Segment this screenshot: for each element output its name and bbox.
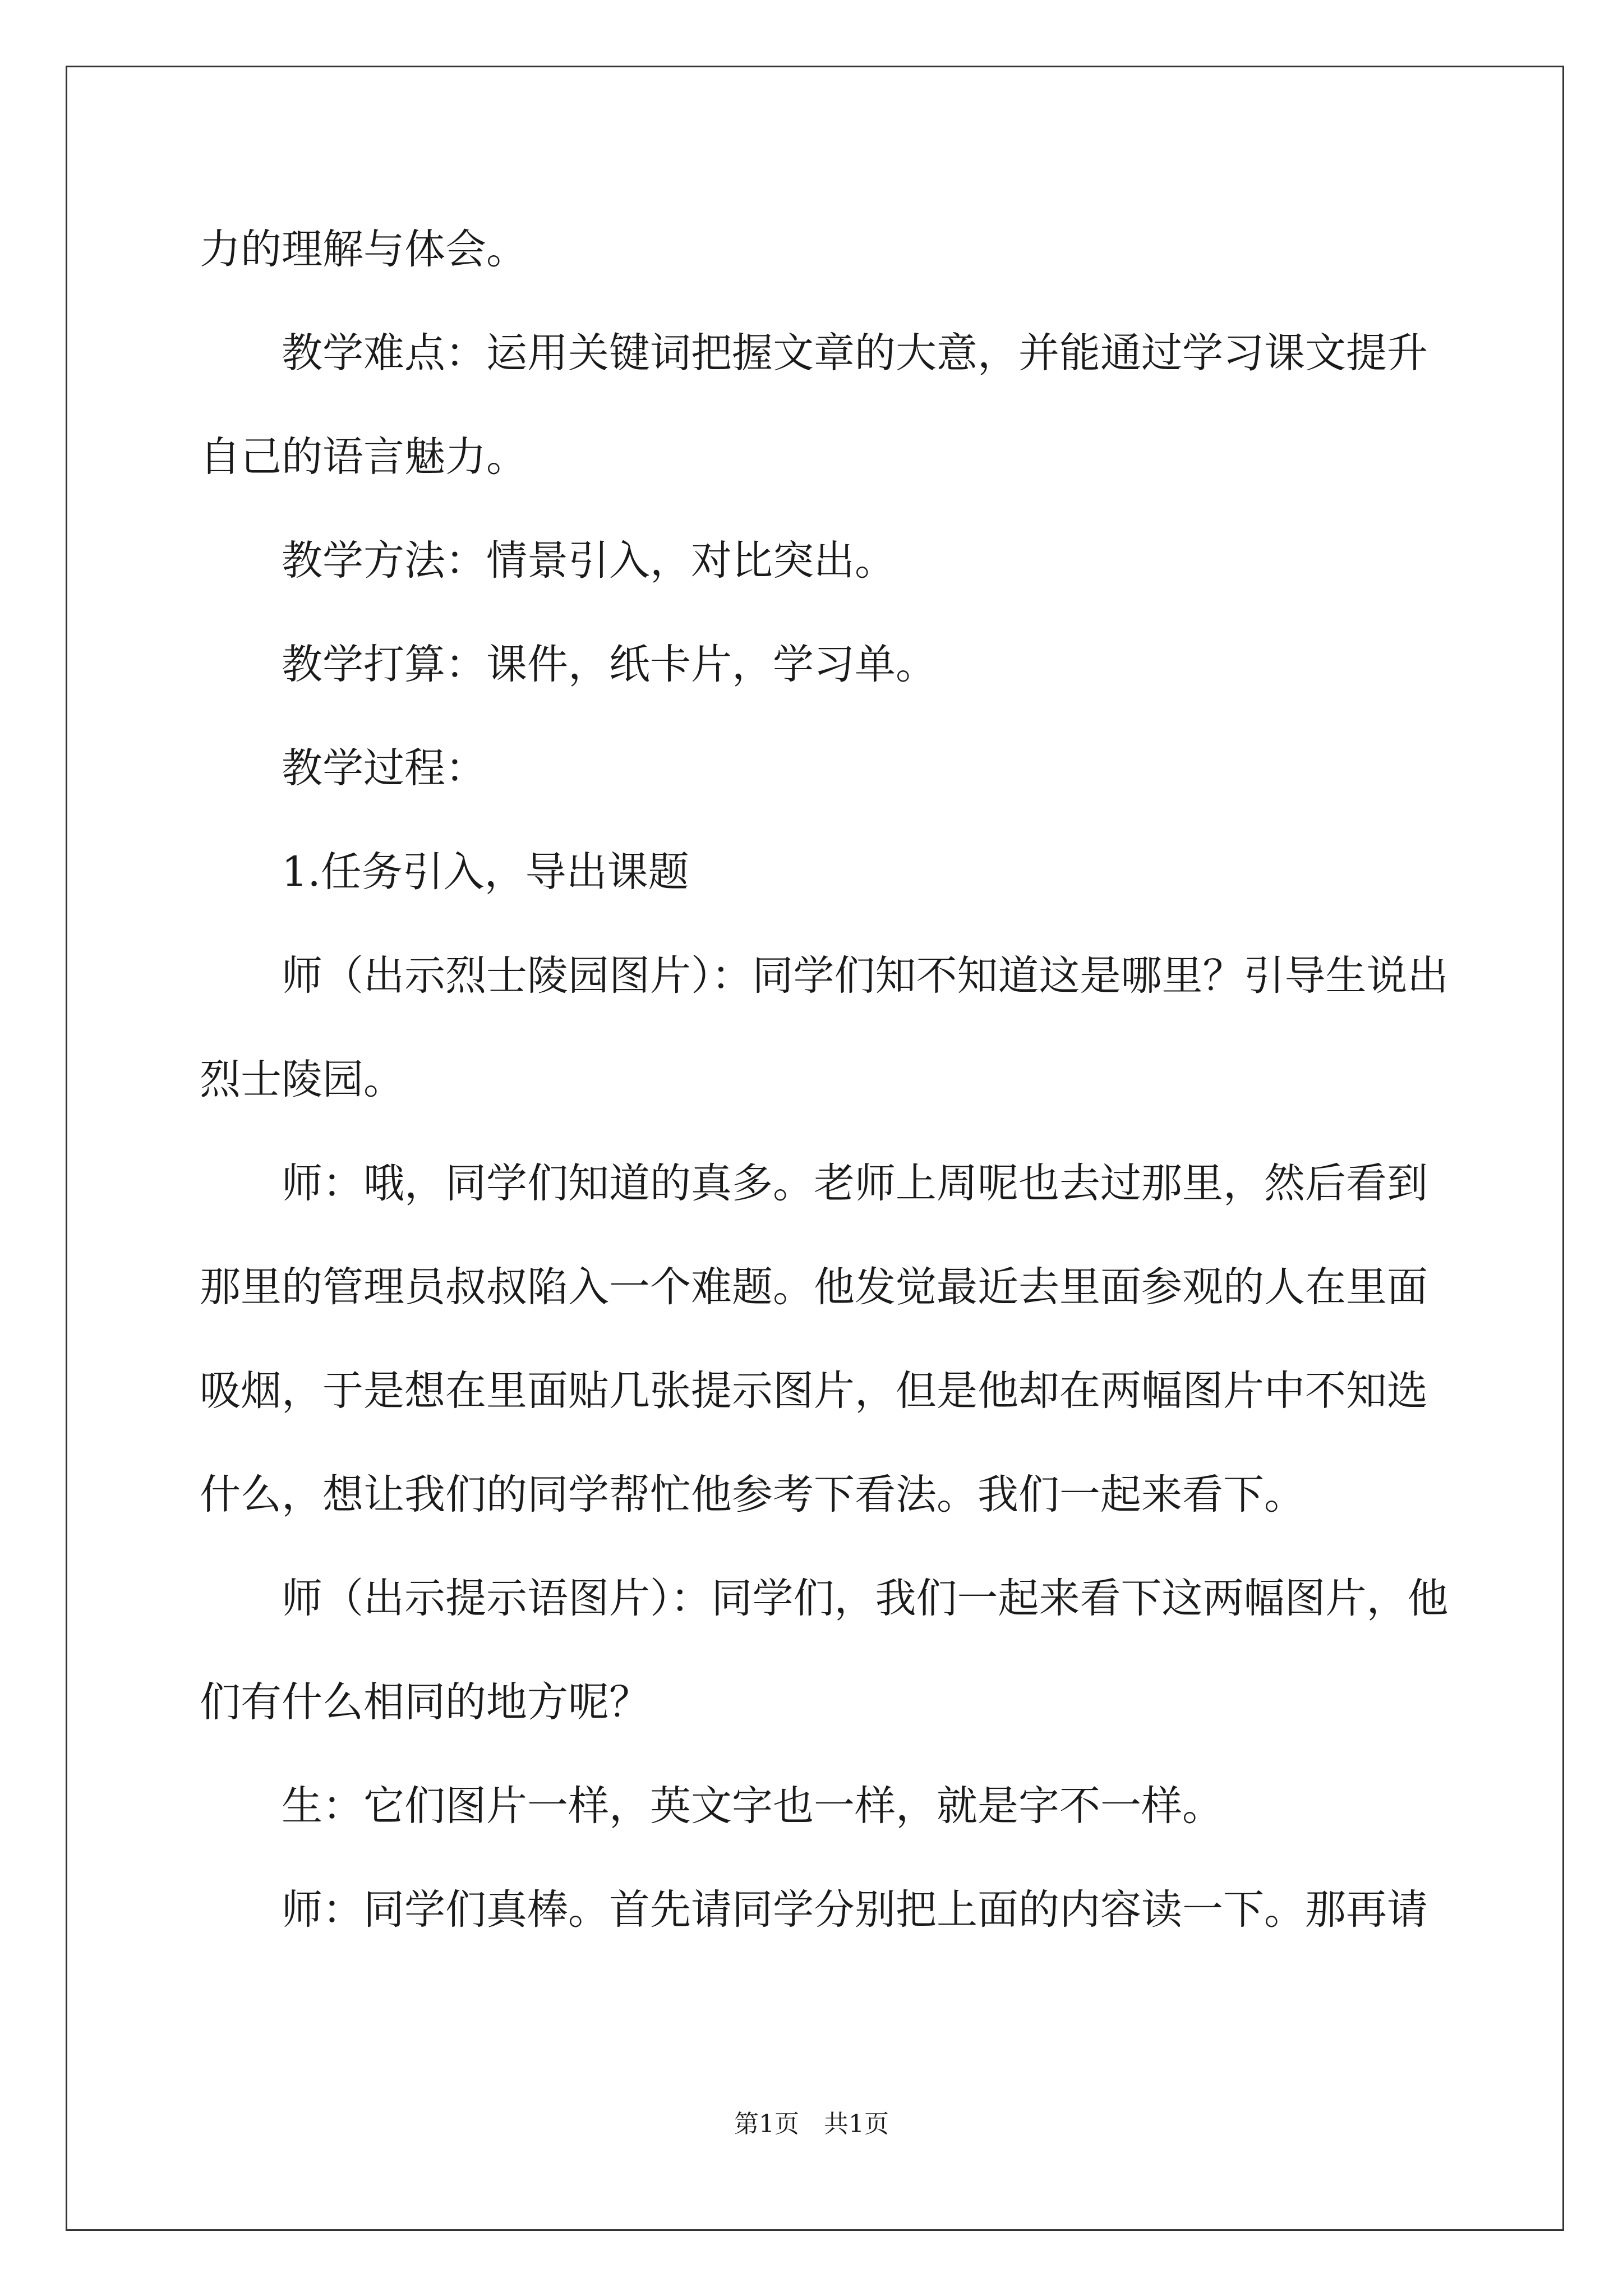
text-line: 什么，想让我们的同学帮忙他参考下看法。我们一起来看下。 — [200, 1471, 1305, 1519]
text-line: 教学过程： — [282, 744, 486, 792]
text-line: 们有什么相同的地方呢？ — [200, 1678, 650, 1726]
text-line: 教学难点：运用关键词把握文章的大意，并能通过学习课文提升 — [282, 329, 1428, 377]
text-line: 烈士陵园。 — [200, 1056, 404, 1103]
page-number-footer: 第1页 共1页 — [734, 2110, 889, 2138]
text-line: 师（出示提示语图片）：同学们，我们一起来看下这两幅图片，他 — [282, 1575, 1449, 1622]
text-line: 吸烟，于是想在里面贴几张提示图片，但是他却在两幅图片中不知选 — [200, 1367, 1428, 1415]
text-line: 力的理解与体会。 — [200, 226, 527, 273]
text-line: 生：它们图片一样，英文字也一样，就是字不一样。 — [282, 1782, 1223, 1830]
text-line: 教学打算：课件，纸卡片，学习单。 — [282, 641, 937, 688]
text-line: 师（出示烈士陵园图片）：同学们知不知道这是哪里？引导生说出 — [282, 952, 1449, 1000]
text-line: 师：同学们真棒。首先请同学分别把上面的内容读一下。那再请 — [282, 1886, 1428, 1934]
text-line: 自己的语言魅力。 — [200, 433, 527, 481]
text-line: 教学方法：情景引入，对比突出。 — [282, 537, 896, 585]
text-line: 1.任务引入，导出课题 — [282, 848, 689, 896]
text-line: 那里的管理员叔叔陷入一个难题。他发觉最近去里面参观的人在里面 — [200, 1263, 1428, 1311]
text-line: 师：哦，同学们知道的真多。老师上周呢也去过那里，然后看到 — [282, 1159, 1428, 1207]
